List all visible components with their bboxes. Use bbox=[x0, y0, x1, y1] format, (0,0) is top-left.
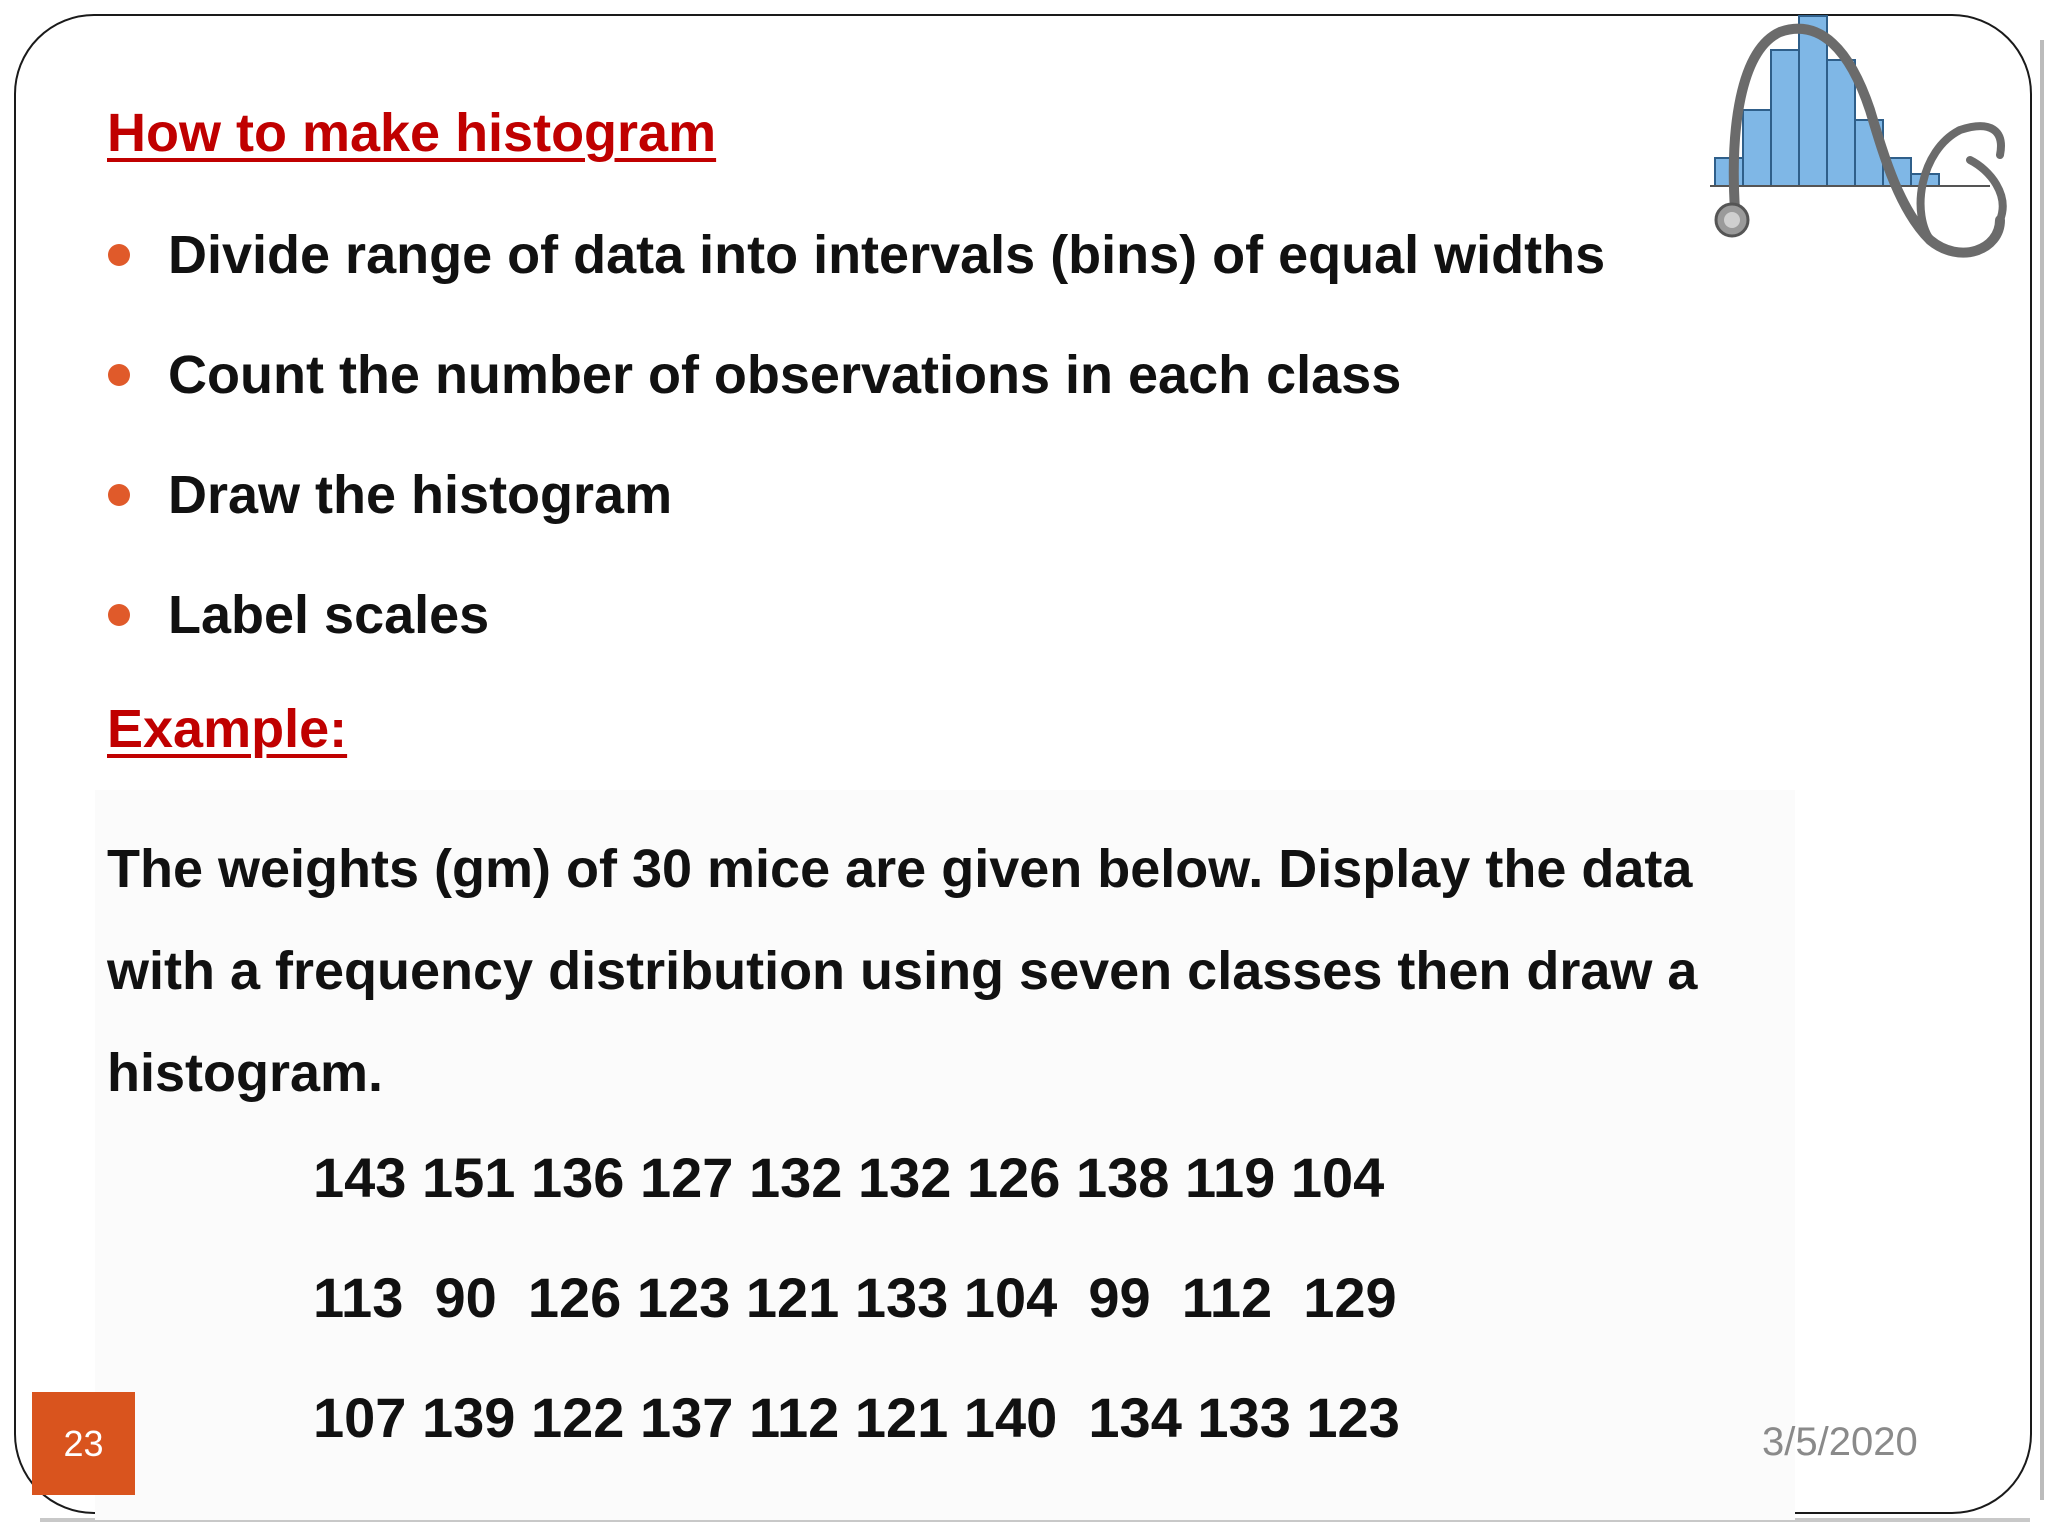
bullet-dot-icon bbox=[108, 364, 130, 386]
example-heading: Example: bbox=[107, 699, 348, 759]
bullet-dot-icon bbox=[108, 484, 130, 506]
bullet-item bbox=[108, 460, 1605, 580]
bullet-item bbox=[108, 580, 1605, 700]
slide-title: How to make histogram bbox=[107, 103, 717, 163]
bullet-list bbox=[108, 220, 1605, 700]
histogram-stethoscope-icon bbox=[1700, 10, 2010, 260]
problem-line: The weights (gm) of 30 mice are given below. Display the data bbox=[107, 839, 1693, 899]
bullet-text: Count the number of observations in each class bbox=[168, 345, 1402, 405]
bullet-text: Divide range of data into intervals (bins) of equal widths bbox=[168, 225, 1606, 285]
data-row: 113 90 126 123 121 133 104 99 112 129 bbox=[313, 1266, 1397, 1329]
bullet-text: Draw the histogram bbox=[168, 465, 673, 525]
data-values bbox=[313, 1138, 1400, 1498]
problem-line: histogram. bbox=[107, 1043, 384, 1103]
bullet-item bbox=[108, 340, 1605, 460]
bullet-dot-icon bbox=[108, 244, 130, 266]
slide-date: 3/5/2020 bbox=[1762, 1420, 1918, 1464]
frame-shadow-right bbox=[2040, 40, 2044, 1500]
data-row: 107 139 122 137 112 121 140 134 133 123 bbox=[313, 1386, 1400, 1449]
bullet-text: Label scales bbox=[168, 585, 490, 645]
page-number: 23 bbox=[63, 1422, 104, 1464]
problem-statement bbox=[107, 818, 1827, 1124]
page-number-badge bbox=[32, 1392, 135, 1495]
bullet-dot-icon bbox=[108, 604, 130, 626]
bullet-item bbox=[108, 220, 1605, 340]
data-row: 143 151 136 127 132 132 126 138 119 104 bbox=[313, 1146, 1385, 1209]
problem-line: with a frequency distribution using seven classes then draw a bbox=[107, 941, 1698, 1001]
